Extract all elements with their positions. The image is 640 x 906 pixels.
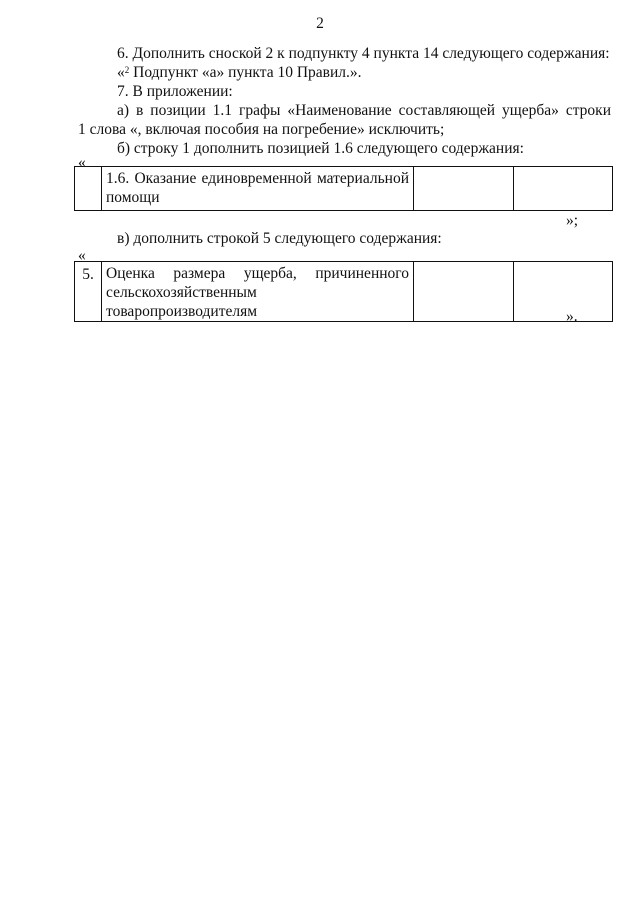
table-2 [74, 261, 613, 322]
table-2-num-cell: 5. [75, 262, 102, 322]
table-2-close-quote: ». [566, 308, 578, 325]
table-1-open-quote: « [78, 154, 86, 171]
item-6-line-2 [117, 63, 362, 82]
page-number: 2 [316, 15, 324, 32]
table-row [75, 262, 613, 322]
table-1-num-cell [75, 167, 102, 211]
table-1-close-quote: »; [566, 212, 579, 229]
table-1-name-line-1: 1.6. Оказание единовременной материальной [106, 170, 409, 187]
item-7b-line-1: б) строку 1 дополнить позицией 1.6 следующего содержания: [117, 140, 524, 157]
table-2-col-3-cell [414, 262, 514, 322]
table-1-name-cell [102, 167, 414, 211]
table-1-col-3-cell [414, 167, 514, 211]
table-2-name-line-2: сельскохозяйственным товаропроизводителям [106, 284, 258, 320]
item-7a-line-2: 1 слова «, включая пособия на погребение» исключить; [78, 121, 445, 138]
table-row [75, 167, 613, 211]
footnote-mark: 2 [124, 65, 130, 75]
item-6-line-1: 6. Дополнить сноской 2 к подпункту 4 пункта 14 следующего содержания: [117, 45, 610, 62]
item-7v-line-1: в) дополнить строкой 5 следующего содержания: [117, 230, 442, 247]
table-1-col-4-cell [514, 167, 613, 211]
table-2-open-quote: « [78, 247, 86, 264]
footnote-text: Подпункт «а» пункта 10 Правил.». [129, 64, 362, 81]
item-7a-line-1: а) в позиции 1.1 графы «Наименование составляющей ущерба» строки [117, 102, 611, 119]
table-1-name-line-2: помощи [106, 189, 160, 206]
table-2-col-4-cell [514, 262, 613, 322]
open-quote: « [117, 64, 125, 81]
item-7-heading: 7. В приложении: [117, 83, 233, 100]
table-2-name-line-1: Оценка размера ущерба, причиненного [106, 265, 409, 282]
table-2-name-cell [102, 262, 414, 322]
table-1 [74, 166, 613, 211]
